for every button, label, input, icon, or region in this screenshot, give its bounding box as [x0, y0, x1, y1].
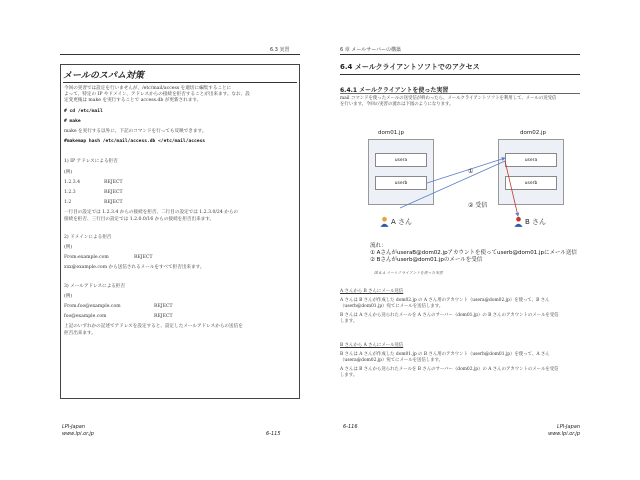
- arrow-receive: [505, 161, 518, 216]
- intro-line: mail コマンドを使ったメールの送受信が終わったら、メールクライアントソフトを利用して、メールの送受信: [340, 96, 557, 101]
- flow-description: [370, 243, 577, 264]
- right-page-number: 6-116: [343, 424, 358, 430]
- server2-label: dom02.jp: [520, 130, 546, 136]
- box-body: [64, 86, 296, 337]
- command-makemap: #makemap hash /etc/mail/access.db </etc/mail/access: [64, 139, 206, 145]
- mailbox-usera-dom01: usera: [375, 153, 427, 167]
- address-rule-row: foo@example.com REJECT: [64, 314, 173, 320]
- section-ip-desc: 一行目の設定では 1.2.3.4 からの接続を拒否、二行目の設定では 1.2.3.0/24 からの: [64, 210, 239, 216]
- footer-url: www.lpi.or.jp: [62, 431, 94, 437]
- person-a-label: A さん: [391, 217, 413, 226]
- arrow-send-source: [400, 161, 505, 208]
- sub-b-line: B さんは A さんが作成した dom01.jp の B さん用のアカウント（userb@dom01.jp）を使って、A さん: [340, 352, 550, 357]
- section-address-desc: 拒否出来ます。: [64, 330, 96, 336]
- right-footer: [548, 424, 580, 438]
- left-header-rule: [60, 54, 300, 55]
- sub-a-line: （userb@dom01.jp）宛てにメールを送信します。: [340, 304, 444, 309]
- footer-org: LPI-Japan: [556, 424, 580, 430]
- flow-step1: ① AさんがuseraB@dom02.jpアカウントを使ってuserb@dom01.jpにメール送信: [370, 250, 577, 256]
- box-title: メールのスパム対策: [63, 71, 144, 81]
- sub-b-line: A さんは B さんから送られたメールを B さんのサーバー（dom02.jp）の A さんのアカウントのメールを受信: [340, 367, 559, 372]
- ip-rule-row: 1.2.3 REJECT: [64, 190, 123, 196]
- make-note: make を実行する以外に、下記のコマンドを行っても反映できます。: [64, 129, 207, 135]
- person-b-icon: [514, 216, 523, 227]
- person-b: [514, 216, 546, 227]
- subsection-title: 6.4.1 メールクライアントを使った実習: [340, 87, 449, 94]
- section-title: 6.4 メールクライアントソフトでのアクセス: [340, 62, 580, 75]
- intro-paragraph: [340, 96, 580, 108]
- section-a-to-b: [340, 289, 580, 325]
- sub-a-line: A さんは B さんが作成した dom02.jp の A さん用のアカウント（usera@dom02.jp）を使って、B さん: [340, 298, 550, 303]
- left-footer: [62, 424, 94, 438]
- section-ip-desc: 接続を拒否、三行目の設定では 1.2.0.0/16 からの接続を拒否出来ます。: [64, 216, 215, 222]
- footer-url: www.lpi.or.jp: [548, 431, 580, 437]
- section-domain-title: 2) ドメインによる拒否: [64, 234, 112, 240]
- person-a-icon: [380, 216, 389, 227]
- ip-rule-row: 1.2.3.4 REJECT: [64, 179, 123, 185]
- footer-org: LPI-Japan: [62, 424, 86, 430]
- spam-box: [60, 64, 300, 399]
- command-make: # make: [64, 118, 81, 124]
- intro-line: を行います。今回の実習の流れは下図のようになります。: [340, 102, 454, 107]
- sub-a-line: します。: [340, 319, 358, 324]
- domain-rule-row: From:example.com REJECT: [64, 255, 153, 261]
- arrow-send: [427, 158, 505, 183]
- section-b-to-a: [340, 343, 580, 379]
- sub-b-title: B さんから A さんにメール送信: [340, 343, 404, 348]
- example-label: (例): [64, 245, 73, 251]
- section-address-desc: 上記のいずれかの記述でアドレスを設定すると、設定したメールアドレスからの送信を: [64, 324, 243, 330]
- mailbox-userb-dom02: userb: [505, 176, 557, 190]
- flow-title: 流れ：: [370, 243, 387, 249]
- sub-b-line: （usera@dom02.jp）宛てにメールを送信します。: [340, 358, 443, 363]
- subsection-rule: [340, 93, 580, 94]
- server1-label: dom01.jp: [378, 130, 404, 136]
- address-rule-row: From:foo@example.com REJECT: [64, 304, 173, 310]
- left-page-number: 6-115: [266, 431, 281, 437]
- section-domain-desc: xxx@example.com から送信されるメールをすべて拒否出来ます。: [64, 265, 205, 271]
- right-page-header: 6 章 メールサーバーの構築: [340, 47, 402, 53]
- example-label: (例): [64, 169, 73, 175]
- person-b-label: B さん: [525, 217, 547, 226]
- left-page-header: 6.3 実習: [270, 47, 290, 53]
- intro-line: 定変更後は make を実行することで access.db が更新されます。: [64, 98, 202, 104]
- mailbox-userb-dom01: userb: [375, 176, 427, 190]
- mailbox-usera-dom02: usera: [505, 153, 557, 167]
- flow-step2: ② Bさんがuserb@dom01.jpのメールを受信: [370, 257, 483, 263]
- sub-b-line: します。: [340, 373, 358, 378]
- intro-line: 今回の実習では設定を行いませんが、/etc/mail/access を適切に編集することに: [64, 86, 232, 91]
- sub-a-title: A さんから B さんにメール送信: [340, 289, 404, 294]
- person-a: [380, 216, 412, 227]
- section-address-title: 3) メールアドレスによる拒否: [64, 283, 126, 289]
- step1-label: ①: [468, 168, 474, 175]
- sub-a-line: B さんは A さんから送られたメールを A さんのサーバー（dom01.jp）の B さんのアカウントのメールを受信: [340, 313, 559, 318]
- box-title-rule: [63, 82, 297, 83]
- intro-line: よって、特定の IP やドメイン、アドレスからの接続を拒否することが出来ます。なお、設: [64, 92, 250, 98]
- section-ip-title: 1) IP アドレスによる拒否: [64, 159, 118, 165]
- right-header-rule: [340, 54, 580, 55]
- command-cd: # cd /etc/mail: [64, 108, 103, 114]
- example-label: (例): [64, 293, 73, 299]
- figure-caption: 図 6-4 メールクライアントを使った実習: [374, 270, 443, 275]
- ip-rule-row: 1.2 REJECT: [64, 200, 123, 206]
- step2-label: ② 受信: [468, 202, 488, 209]
